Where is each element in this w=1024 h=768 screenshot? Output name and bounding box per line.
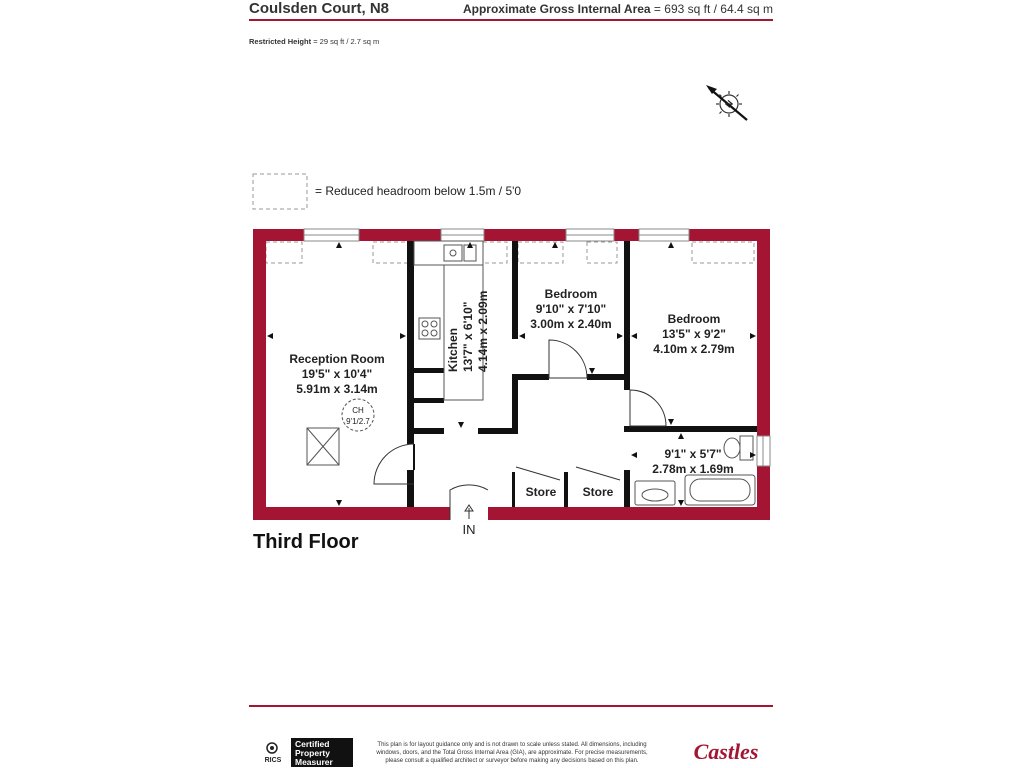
svg-text:13'5" x 9'2": 13'5" x 9'2" — [662, 327, 726, 341]
disclaimer-line-1: This plan is for layout guidance only and is not drawn to scale unless stated. All dimensions, including — [377, 742, 647, 748]
svg-text:Reception Room: Reception Room — [289, 352, 385, 366]
legend-text: = Reduced headroom below 1.5m / 5'0 — [315, 184, 522, 198]
svg-text:5.91m x 3.14m: 5.91m x 3.14m — [296, 382, 378, 396]
badge-line-2: Property — [295, 748, 330, 758]
toilet-icon — [724, 438, 740, 458]
compass-letter: N — [723, 98, 735, 110]
area-summary — [463, 2, 773, 16]
svg-text:9'1" x 5'7": 9'1" x 5'7" — [664, 447, 722, 461]
property-name: Coulsden Court, N8 — [249, 0, 390, 17]
north-compass-icon — [706, 85, 747, 120]
svg-text:4.14m x 2.09m: 4.14m x 2.09m — [476, 290, 490, 372]
area-label: Approximate Gross Internal Area — [462, 2, 651, 16]
bedroom-1-label — [530, 287, 611, 331]
ch-label: CH — [352, 406, 364, 415]
bathroom-label — [652, 447, 733, 476]
sink-icon — [444, 245, 462, 261]
svg-text:2.78m x 1.69m: 2.78m x 1.69m — [652, 462, 734, 476]
svg-text:Bedroom: Bedroom — [544, 287, 598, 301]
ch-value: 9'1/2.7 — [346, 417, 370, 426]
entrance-arrow-icon — [465, 505, 473, 519]
svg-text:3.00m x 2.40m: 3.00m x 2.40m — [530, 317, 612, 331]
restricted-height — [249, 37, 379, 46]
badge-line-3: Measurer — [295, 757, 333, 767]
store-1-label: Store — [525, 485, 557, 499]
svg-text:19'5" x 10'4": 19'5" x 10'4" — [301, 367, 373, 381]
reception-room-label — [289, 352, 384, 396]
disclaimer-line-2: windows, doors, and the Total Gross Internal Area (GIA), are approximate. For precise measurements, — [376, 750, 648, 756]
svg-text:13'7" x 6'10": 13'7" x 6'10" — [461, 301, 475, 372]
bedroom-2-label — [653, 312, 734, 356]
svg-text:4.10m x 2.79m: 4.10m x 2.79m — [653, 342, 735, 356]
restricted-value: = 29 sq ft / 2.7 sq m — [311, 37, 380, 46]
hob-icon — [419, 318, 440, 339]
header — [249, 0, 773, 46]
rics-logo-icon — [265, 743, 282, 764]
svg-text:9'10" x 7'10": 9'10" x 7'10" — [535, 302, 607, 316]
castles-logo: Castles — [693, 739, 759, 764]
svg-text:Bedroom: Bedroom — [667, 312, 721, 326]
legend — [253, 174, 521, 209]
svg-text:Kitchen: Kitchen — [446, 327, 460, 372]
restricted-label: Restricted Height — [249, 37, 312, 46]
ceiling-height-marker — [342, 399, 374, 431]
area-value: = 693 sq ft / 64.4 sq m — [650, 2, 773, 16]
kitchen-label — [446, 291, 490, 372]
entrance-label: IN — [462, 522, 476, 537]
disclaimer-line-3: please consult a qualified architect or surveyor before making any decisions based on this plan. — [385, 758, 639, 764]
rics-text: RICS — [264, 757, 282, 764]
store-2-label: Store — [582, 485, 614, 499]
floor-label: Third Floor — [253, 531, 359, 553]
footer-rule — [249, 705, 773, 707]
header-rule — [249, 19, 773, 21]
floor-plan — [253, 229, 770, 537]
skylight — [307, 428, 339, 465]
footer — [249, 705, 773, 767]
badge-line-1: Certified — [295, 739, 330, 749]
legend-swatch — [253, 174, 307, 209]
